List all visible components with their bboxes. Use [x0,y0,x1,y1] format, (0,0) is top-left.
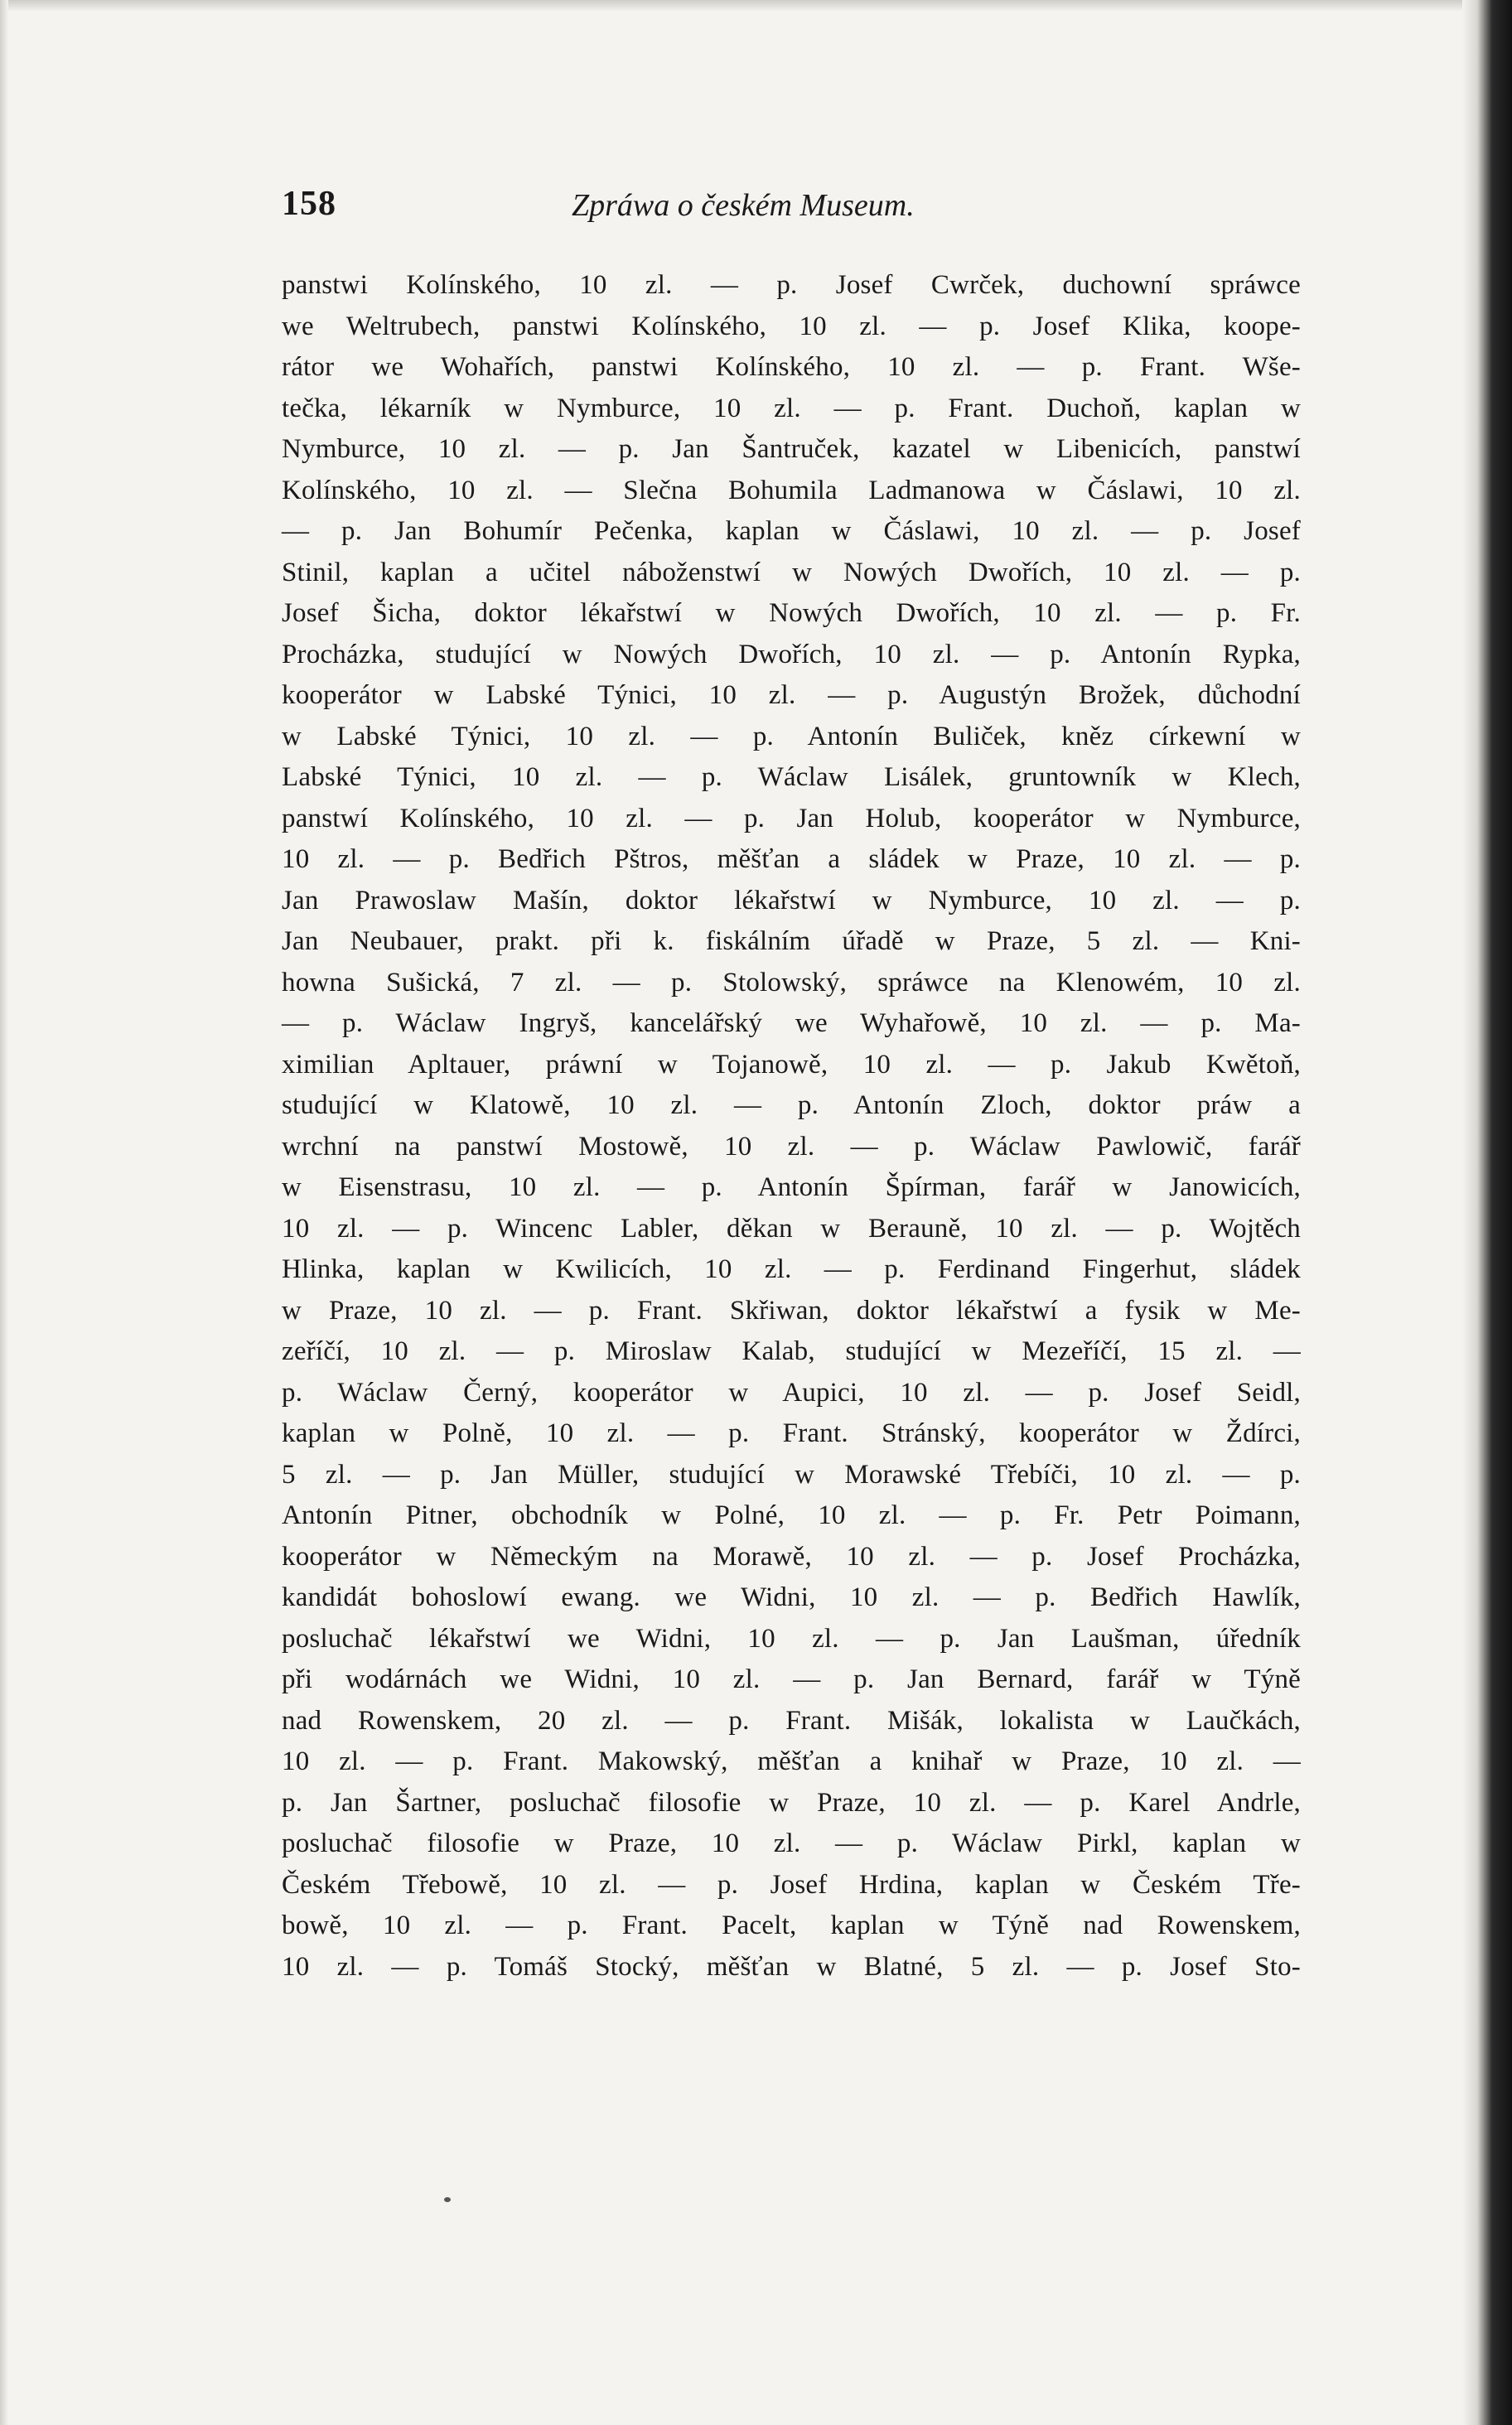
text-line: panstwi Kolínského, 10 zl. — p. Josef Cwrček, duchowní spráwce [282,270,1301,300]
text-line: kaplan w Polně, 10 zl. — p. Frant. Stránský, kooperátor w Ždírci, [282,1418,1301,1448]
text-line: 10 zl. — p. Tomáš Stocký, měšťan w Blatné, 5 zl. — p. Josef Sto- [282,1951,1301,1982]
text-line: w Eisenstrasu, 10 zl. — p. Antonín Špírman, farář w Janowicích, [282,1172,1301,1202]
text-line: howna Sušická, 7 zl. — p. Stolowský, spráwce na Klenowém, 10 zl. [282,967,1301,998]
text-line: ximilian Apltauer, práwní w Tojanowě, 10 zl. — p. Jakub Kwětoň, [282,1049,1301,1080]
text-line: Nymburce, 10 zl. — p. Jan Šantruček, kazatel w Libenicích, panstwí [282,434,1301,464]
text-line: Jan Prawoslaw Mašín, doktor lékařstwí w Nymburce, 10 zl. — p. [282,885,1301,915]
text-line: bowě, 10 zl. — p. Frant. Pacelt, kaplan w Týně nad Rowenskem, [282,1911,1301,1940]
page-header [282,184,1313,234]
text-line: zeříčí, 10 zl. — p. Miroslaw Kalab, studující w Mezeříčí, 15 zl. — [282,1336,1301,1366]
text-line: Josef Šicha, doktor lékařstwí w Nowých Dwořích, 10 zl. — p. Fr. [282,598,1301,628]
text-line: kooperátor w Labské Týnici, 10 zl. — p. Augustýn Brožek, důchodní [282,680,1301,710]
text-line: Hlinka, kaplan w Kwilicích, 10 zl. — p. Ferdinand Fingerhut, sládek [282,1254,1301,1284]
text-line: při wodárnách we Widni, 10 zl. — p. Jan Bernard, farář w Týně [282,1664,1301,1694]
text-line: Procházka, studující w Nowých Dwořích, 10 zl. — p. Antonín Rypka, [282,639,1301,669]
text-line: kandidát bohoslowí ewang. we Widni, 10 zl. — p. Bedřich Hawlík, [282,1582,1301,1612]
text-line: we Weltrubech, panstwi Kolínského, 10 zl. — p. Josef Klika, koope- [282,311,1301,341]
text-line: w Labské Týnici, 10 zl. — p. Antonín Buliček, kněz církewní w [282,721,1301,751]
stray-ink-mark [444,2197,451,2202]
text-line: 10 zl. — p. Frant. Makowský, měšťan a knihař w Praze, 10 zl. — [282,1746,1301,1776]
text-line: nad Rowenskem, 20 zl. — p. Frant. Mišák, lokalista w Laučkách, [282,1705,1301,1736]
page-number: 158 [282,185,336,223]
text-line: panstwí Kolínského, 10 zl. — p. Jan Holub, kooperátor w Nymburce, [282,803,1301,833]
text-line: Labské Týnici, 10 zl. — p. Wáclaw Lisálek, gruntowník w Klech, [282,762,1301,792]
text-line: kooperátor w Německým na Morawě, 10 zl. — p. Josef Procházka, [282,1541,1301,1572]
text-line: p. Jan Šartner, posluchač filosofie w Praze, 10 zl. — p. Karel Andrle, [282,1787,1301,1818]
text-line: Jan Neubauer, prakt. při k. fiskálním úřadě w Praze, 5 zl. — Kni- [282,926,1301,956]
text-line: p. Wáclaw Černý, kooperátor w Aupici, 10 zl. — p. Josef Seidl, [282,1377,1301,1408]
text-line: — p. Wáclaw Ingryš, kancelářský we Wyhařowě, 10 zl. — p. Ma- [282,1008,1301,1038]
text-line: rátor we Wohařích, panstwi Kolínského, 10 zl. — p. Frant. Wše- [282,352,1301,382]
text-line: Českém Třebowě, 10 zl. — p. Josef Hrdina, kaplan w Českém Tře- [282,1869,1301,1900]
scan-edge-right [1462,0,1512,2425]
text-line: wrchní na panstwí Mostowě, 10 zl. — p. Wáclaw Pawlowič, farář [282,1131,1301,1162]
running-title: Zpráwa o českém Museum. [572,188,915,223]
text-line: — p. Jan Bohumír Pečenka, kaplan w Čáslawi, 10 zl. — p. Josef [282,516,1301,546]
text-line: Antonín Pitner, obchodník w Polné, 10 zl. — p. Fr. Petr Poimann, [282,1500,1301,1530]
text-line: tečka, lékarník w Nymburce, 10 zl. — p. Frant. Duchoň, kaplan w [282,393,1301,423]
text-line: w Praze, 10 zl. — p. Frant. Skřiwan, doktor lékařstwí a fysik w Me- [282,1295,1301,1326]
text-line: studující w Klatowě, 10 zl. — p. Antonín Zloch, doktor práw a [282,1090,1301,1120]
text-line: posluchač filosofie w Praze, 10 zl. — p. Wáclaw Pirkl, kaplan w [282,1828,1301,1858]
text-line: 10 zl. — p. Wincenc Labler, děkan w Berauně, 10 zl. — p. Wojtěch [282,1213,1301,1244]
text-line: Kolínského, 10 zl. — Slečna Bohumila Ladmanowa w Čáslawi, 10 zl. [282,475,1301,505]
text-line: posluchač lékařstwí we Widni, 10 zl. — p. Jan Laušman, úředník [282,1623,1301,1654]
body-text [282,265,1301,1988]
scan-edge-top [0,0,1512,12]
text-line: 10 zl. — p. Bedřich Pštros, měšťan a sládek w Praze, 10 zl. — p. [282,844,1301,874]
text-line: Stinil, kaplan a učitel náboženstwí w Nowých Dwořích, 10 zl. — p. [282,557,1301,587]
text-line: 5 zl. — p. Jan Müller, studující w Morawské Třebíči, 10 zl. — p. [282,1459,1301,1490]
scan-edge-left [0,0,8,2425]
